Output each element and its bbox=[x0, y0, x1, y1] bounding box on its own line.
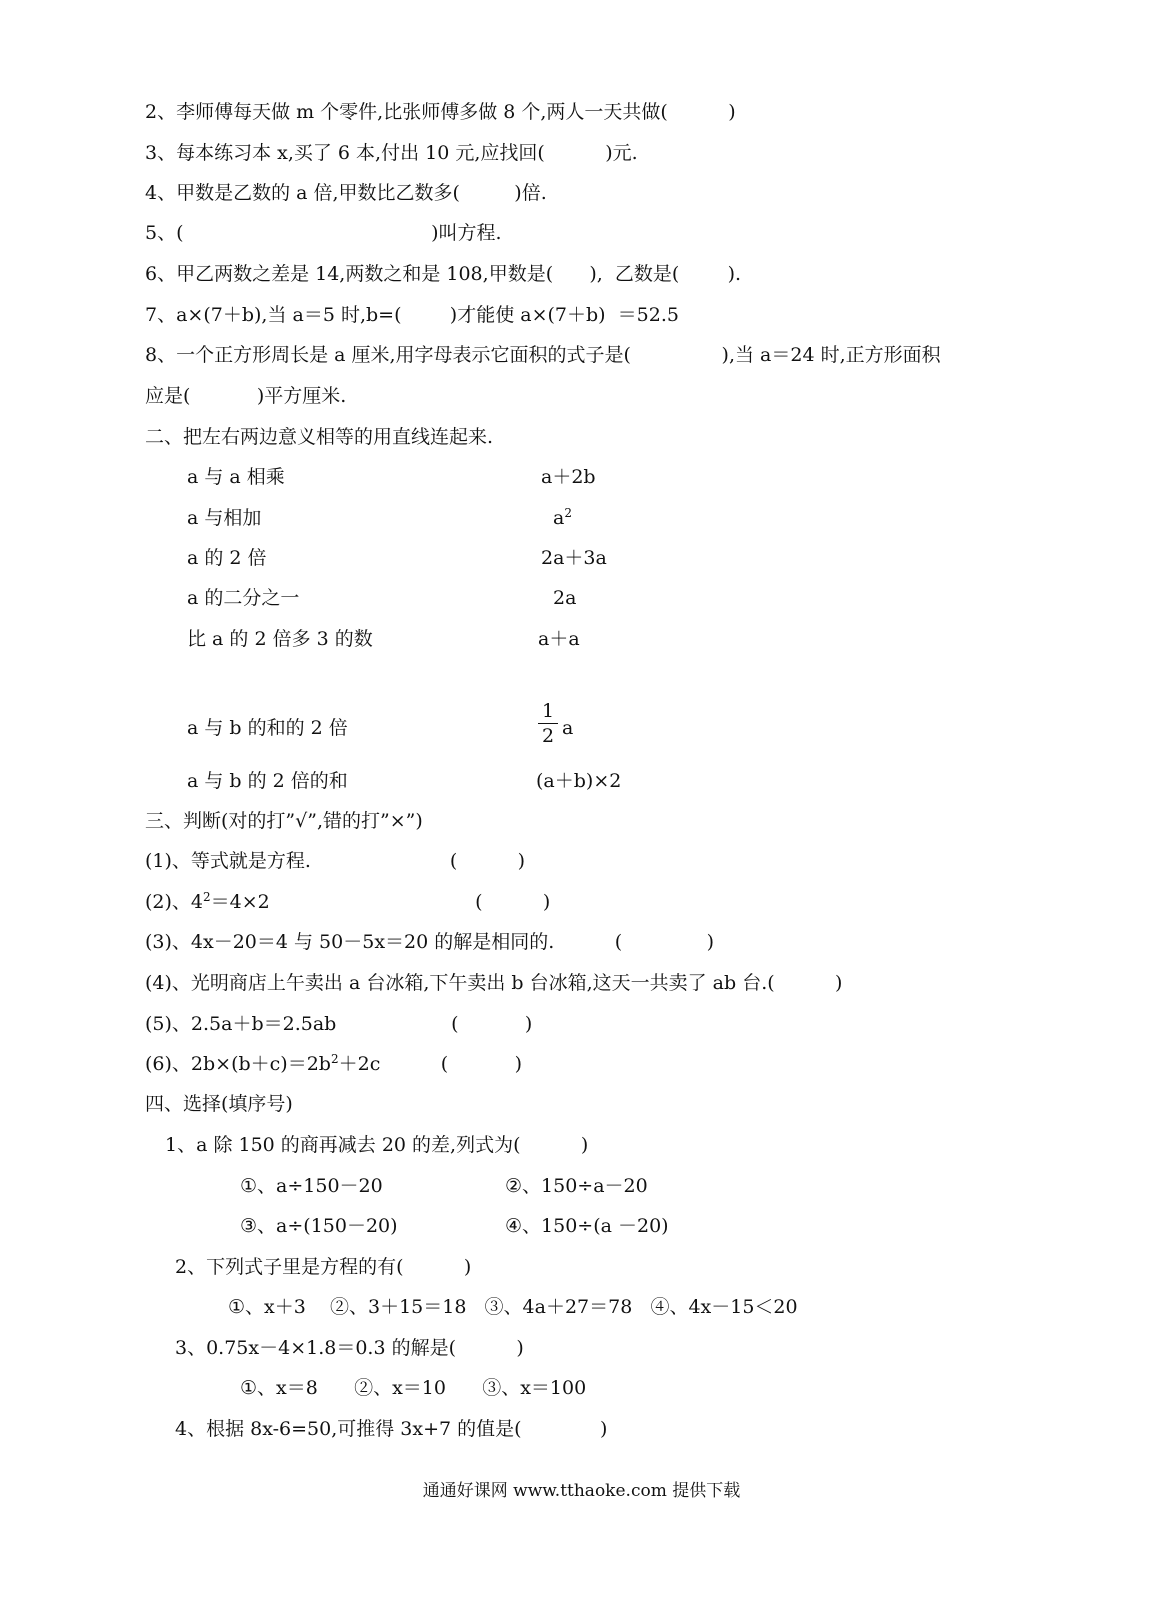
choice-1: 1、a 除 150 的商再减去 20 的差,列式为( ) bbox=[165, 1134, 589, 1156]
fraction-denominator: 2 bbox=[541, 725, 555, 747]
match-left-6: a 与 b 的和的 2 倍 bbox=[187, 717, 348, 739]
match-right-6-fraction bbox=[538, 700, 558, 747]
choice-4: 4、根据 8x-6=50,可推得 3x+7 的值是( ) bbox=[175, 1418, 608, 1440]
judge-4: (4)、光明商店上午卖出 a 台冰箱,下午卖出 b 台冰箱,这天一共卖了 ab 台.( ) bbox=[145, 972, 843, 994]
choice-1-option-1: ①、a÷150－20 bbox=[240, 1175, 383, 1197]
page-footer: 通通好课网 www.tthaoke.com 提供下载 bbox=[422, 1481, 741, 1501]
match-left-1: a 与 a 相乘 bbox=[187, 466, 285, 488]
match-right-7: (a＋b)×2 bbox=[536, 770, 622, 792]
fraction-bar bbox=[538, 723, 558, 724]
question-8-line2: 应是( )平方厘米. bbox=[145, 385, 347, 407]
choice-2-options: ①、x＋3 ②、3＋15＝18 ③、4a＋27＝78 ④、4x－15＜20 bbox=[228, 1296, 798, 1318]
section-4-heading: 四、选择(填序号) bbox=[145, 1093, 293, 1115]
judge-1: (1)、等式就是方程. ( ) bbox=[145, 850, 526, 872]
section-2-heading: 二、把左右两边意义相等的用直线连起来. bbox=[145, 426, 494, 448]
question-5: 5、( )叫方程. bbox=[145, 222, 502, 244]
judge-5: (5)、2.5a＋b＝2.5ab ( ) bbox=[145, 1013, 533, 1035]
match-right-1: a＋2b bbox=[541, 466, 596, 488]
match-right-4: 2a bbox=[553, 587, 577, 609]
judge-6: (6)、$2b\times(b+c)=2b^2+2c$ ( ) bbox=[145, 1052, 522, 1075]
choice-3: 3、0.75x－4×1.8＝0.3 的解是( ) bbox=[175, 1337, 524, 1359]
match-right-5: a＋a bbox=[538, 628, 580, 650]
match-left-3: a 的 2 倍 bbox=[187, 547, 267, 569]
section-3-heading: 三、判断(对的打”√”,错的打”×”) bbox=[145, 810, 423, 832]
match-left-5: 比 a 的 2 倍多 3 的数 bbox=[187, 628, 373, 650]
choice-1-option-4: ④、150÷(a －20) bbox=[505, 1215, 669, 1237]
choice-3-options: ①、x＝8 ②、x＝10 ③、x＝100 bbox=[240, 1377, 587, 1399]
choice-1-option-3: ③、a÷(150－20) bbox=[240, 1215, 398, 1237]
judge-3: (3)、4x－20＝4 与 50－5x＝20 的解是相同的. ( ) bbox=[145, 931, 715, 953]
question-6: 6、甲乙两数之差是 14,两数之和是 108,甲数是( ), 乙数是( ). bbox=[145, 263, 742, 285]
match-right-6-variable: a bbox=[562, 717, 574, 739]
question-7: 7、a×(7＋b),当 a＝5 时,b=( )才能使 a×(7＋b) ＝52.5 bbox=[145, 304, 679, 326]
question-2: 2、李师傅每天做 m 个零件,比张师傅多做 8 个,两人一天共做( ) bbox=[145, 101, 736, 123]
fraction-numerator: 1 bbox=[541, 700, 555, 722]
match-left-7: a 与 b 的 2 倍的和 bbox=[187, 770, 348, 792]
match-right-3: 2a＋3a bbox=[541, 547, 607, 569]
judge-2: (2)、$4^2=4\times 2$ ( ) bbox=[145, 890, 551, 913]
match-left-4: a 的二分之一 bbox=[187, 587, 300, 609]
question-8-line1: 8、一个正方形周长是 a 厘米,用字母表示它面积的式子是( ),当 a＝24 时,正方形面积 bbox=[145, 344, 941, 366]
match-right-2: $a^2$ bbox=[553, 506, 572, 529]
question-3: 3、每本练习本 x,买了 6 本,付出 10 元,应找回( )元. bbox=[145, 142, 638, 164]
choice-2: 2、下列式子里是方程的有( ) bbox=[175, 1256, 472, 1278]
question-4: 4、甲数是乙数的 a 倍,甲数比乙数多( )倍. bbox=[145, 182, 547, 204]
choice-1-option-2: ②、150÷a－20 bbox=[505, 1175, 648, 1197]
match-left-2: a 与相加 bbox=[187, 507, 262, 529]
